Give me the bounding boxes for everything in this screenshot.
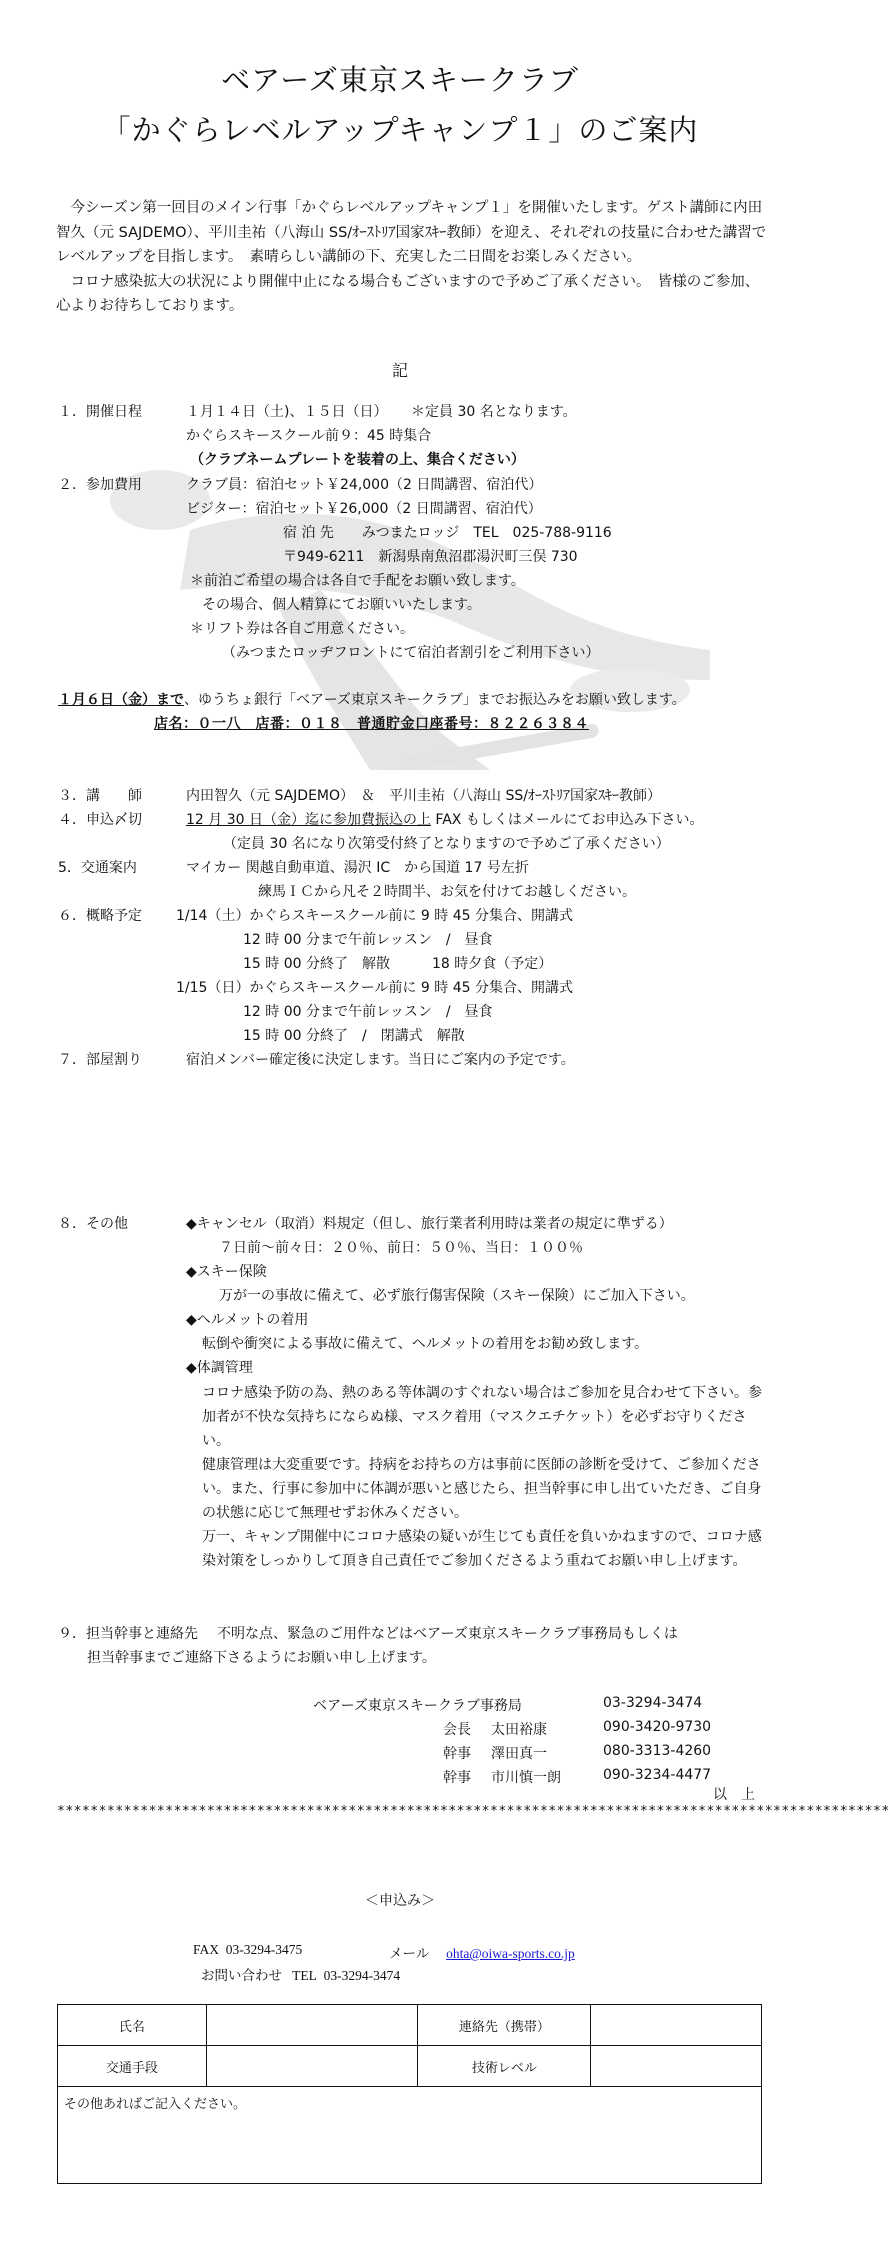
section4-text: FAX もしくはメールにてお申込み下さい。 (430, 812, 704, 828)
health-paragraph-3: 万一、キャンプ開催中にコロナ感染の疑いが生じても責任を負いかねますので、コロナ感染対策をしっかりして頂き自己責任でご参加くださるよう重ねてお願い申し上げます。 (202, 1529, 762, 1569)
notes-label: その他あればご記入ください。 (64, 2096, 247, 2111)
payment-deadline: １月６日（金）まで (58, 692, 184, 708)
contact-1-name: 太田裕康 (491, 1722, 547, 1738)
intro (56, 196, 768, 319)
section6-day1: 1/14（土）かぐらスキースクール前に 9 時 45 分集合、開講式 (176, 908, 573, 924)
health-paragraph-1: コロナ感染予防の為、熱のある等体調のすぐれない場合はご参加を見合わせて下さい。参加者が不快な気持ちにならぬ様、マスク着用（マスクエチケット）を必ずお守りください。 (202, 1385, 762, 1449)
fax-label: FAX (193, 1942, 220, 1957)
health-body (202, 1381, 767, 1573)
fax-line (193, 1942, 302, 1958)
contact-2-role: 幹事 (443, 1746, 471, 1762)
email-link[interactable]: ohta@oiwa-sports.co.jp (446, 1946, 575, 1961)
tel-label: TEL (292, 1968, 317, 1983)
section4-note: （定員 30 名になり次第受付終了となりますので予めご了承ください） (223, 836, 670, 852)
section4-label: ４．申込〆切 (58, 812, 142, 828)
contact-3-name: 市川慎一朗 (491, 1770, 561, 1786)
section6-day1-b: 15 時 00 分終了 解散 18 時夕食（予定） (243, 956, 553, 972)
name-label: 氏名 (58, 2005, 207, 2046)
health-heading: ◆体調管理 (186, 1360, 253, 1376)
section5-car-note: 練馬ＩＣから凡そ２時間半、お気を付けてお越しください。 (258, 884, 636, 900)
page-title-line1: ベアーズ東京スキークラブ (221, 63, 579, 97)
section6-day2-b: 15 時 00 分終了 / 閉講式 解散 (243, 1028, 465, 1044)
section6-day2-a: 12 時 00 分まで午前レッスン / 昼食 (243, 1004, 493, 1020)
contact-label: 連絡先（携帯） (418, 2005, 591, 2046)
page-title-line2: 「かぐらレベルアップキャンプ１」のご案内 (101, 113, 699, 147)
ki-heading: 記 (391, 361, 408, 380)
section9-text-2: 担当幹事までご連絡下さるようにお願い申し上げます。 (87, 1650, 436, 1666)
payment-text: 、ゆうちょ銀行「ベアーズ東京スキークラブ」までお振込みをお願い致します。 (184, 692, 686, 708)
section6-day1-a: 12 時 00 分まで午前レッスン / 昼食 (243, 932, 493, 948)
section1-capacity: ＊定員 30 名となります。 (411, 404, 577, 420)
section5-label: 5．交通案内 (58, 860, 137, 876)
section4-deadline: 12 月 30 日（金）迄に参加費振込の上 (186, 812, 431, 828)
section1-meet: かぐらスキースクール前９：45 時集合 (186, 428, 432, 444)
contact-2-name: 澤田真一 (491, 1746, 547, 1762)
section2-lodging: 宿 泊 先 みつまたロッジ TEL 025-788-9116 (283, 525, 612, 541)
mail-line (389, 1942, 575, 1962)
fax-number: 03-3294-3475 (225, 1942, 303, 1957)
inquiry-line (201, 1964, 400, 1984)
section7-label: ７．部屋割り (58, 1052, 142, 1068)
section9-text-1: 不明な点、緊急のご用件などはベアーズ東京スキークラブ事務局もしくは (217, 1626, 678, 1642)
contact-field[interactable] (591, 2005, 762, 2046)
section6-label: ６．概略予定 (58, 908, 142, 924)
section7-text: 宿泊メンバー確定後に決定します。当日にご案内の予定です。 (186, 1052, 575, 1068)
application-form (57, 2004, 762, 2184)
helmet-text: 転倒や衝突による事故に備えて、ヘルメットの着用をお勧め致します。 (202, 1336, 649, 1352)
application-heading: ＜申込み＞ (365, 1894, 435, 1909)
section3-instructors: 内田智久（元 SAJDEMO） ＆ 平川圭祐（八海山 SS/ｵｰｽﾄﾘｱ国家ｽｷｰ教師） (186, 788, 661, 804)
section2-visitor-fee: ビジター：宿泊セット￥26,000（2 日間講習、宿泊代） (186, 501, 542, 517)
office-label: ベアーズ東京スキークラブ事務局 (313, 1698, 522, 1714)
bank-account: 店名：０一八 店番：０１８ 普通貯金口座番号：８２２６３８４ (154, 716, 589, 732)
tel-number: 03-3294-3474 (323, 1968, 401, 1983)
section2-label: ２．参加費用 (58, 477, 142, 493)
contact-1-role: 会長 (443, 1722, 471, 1738)
inquiry-label: お問い合わせ (201, 1968, 282, 1983)
contact-1-tel: 090-3420-9730 (603, 1719, 712, 1735)
office-tel: 03-3294-3474 (603, 1695, 703, 1711)
payment-line (58, 689, 686, 709)
health-paragraph-2: 健康管理は大変重要です。持病をお持ちの方は事前に医師の診断を受けて、ご参加ください。また、行事に参加中に体調が悪いと感じたら、担当幹事に申し出ていただき、ご自身の状態に応じて無理せずお休みください。 (202, 1457, 762, 1521)
closing: 以 上 (713, 1787, 755, 1803)
mail-label: メール (389, 1946, 430, 1961)
section2-pre-stay-note: その場合、個人精算にてお願いいたします。 (202, 597, 481, 613)
section2-lift-note: （みつまたロッヂフロントにて宿泊者割引をご利用下さい） (222, 645, 600, 661)
section2-address: 〒949-6211 新潟県南魚沼郡湯沢町三俣 730 (283, 549, 578, 565)
notes-field[interactable] (58, 2087, 762, 2184)
section9-label: ９．担当幹事と連絡先 (58, 1626, 198, 1642)
contact-3-tel: 090-3234-4477 (603, 1767, 712, 1783)
skill-label: 技術レベル (418, 2046, 591, 2087)
section8-label: ８．その他 (58, 1216, 128, 1232)
insurance-text: 万が一の事故に備えて、必ず旅行傷害保険（スキー保険）にご加入下さい。 (219, 1288, 695, 1304)
cancel-policy-heading: ◆キャンセル（取消）料規定（但し、旅行業者利用時は業者の規定に準ずる） (186, 1216, 673, 1232)
cancel-policy-rates: ７日前～前々日：２０％、前日：５０％、当日：１００％ (219, 1240, 583, 1256)
section3-label: ３．講 師 (58, 788, 142, 804)
section4-line (186, 809, 704, 829)
section6-day2: 1/15（日）かぐらスキースクール前に 9 時 45 分集合、開講式 (176, 980, 573, 996)
contact-2-tel: 080-3313-4260 (603, 1743, 712, 1759)
section1-nameplate: （クラブネームプレートを装着の上、集合ください） (190, 452, 525, 468)
intro-paragraph-1: 今シーズン第一回目のメイン行事「かぐらレベルアップキャンプ１」を開催いたします。ゲスト講師に内田智久（元 SAJDEMO）、平川圭祐（八海山 SS/ｵｰｽﾄﾘｱ国家ｽｷｰ教師）を迎え、それぞれの技量に合わせた講習でレベルアップを目指します。 素晴らしい講師の下、充実した二日間をお楽しみください。 (56, 200, 767, 265)
transport-label: 交通手段 (58, 2046, 207, 2087)
skill-field[interactable] (591, 2046, 762, 2087)
transport-field[interactable] (206, 2046, 418, 2087)
section5-car: マイカー 関越自動車道、湯沢 IC から国道 17 号左折 (186, 860, 529, 876)
contact-3-role: 幹事 (443, 1770, 471, 1786)
divider: **************************************************************************************************** (57, 1804, 890, 1819)
section1-label: １．開催日程 (58, 404, 142, 420)
section2-lift: ＊リフト券は各自ご用意ください。 (190, 621, 414, 637)
helmet-heading: ◆ヘルメットの着用 (186, 1312, 309, 1328)
intro-paragraph-2: コロナ感染拡大の状況により開催中止になる場合もございますので予めご了承ください。 皆様のご参加、心よりお待ちしております。 (56, 273, 760, 314)
section2-pre-stay: ＊前泊ご希望の場合は各自で手配をお願い致します。 (190, 573, 525, 589)
section2-club-fee: クラブ員：宿泊セット￥24,000（2 日間講習、宿泊代） (186, 477, 543, 493)
insurance-heading: ◆スキー保険 (186, 1264, 267, 1280)
name-field[interactable] (206, 2005, 418, 2046)
section1-dates: １月１４日（土)、１５日（日） (186, 404, 388, 420)
